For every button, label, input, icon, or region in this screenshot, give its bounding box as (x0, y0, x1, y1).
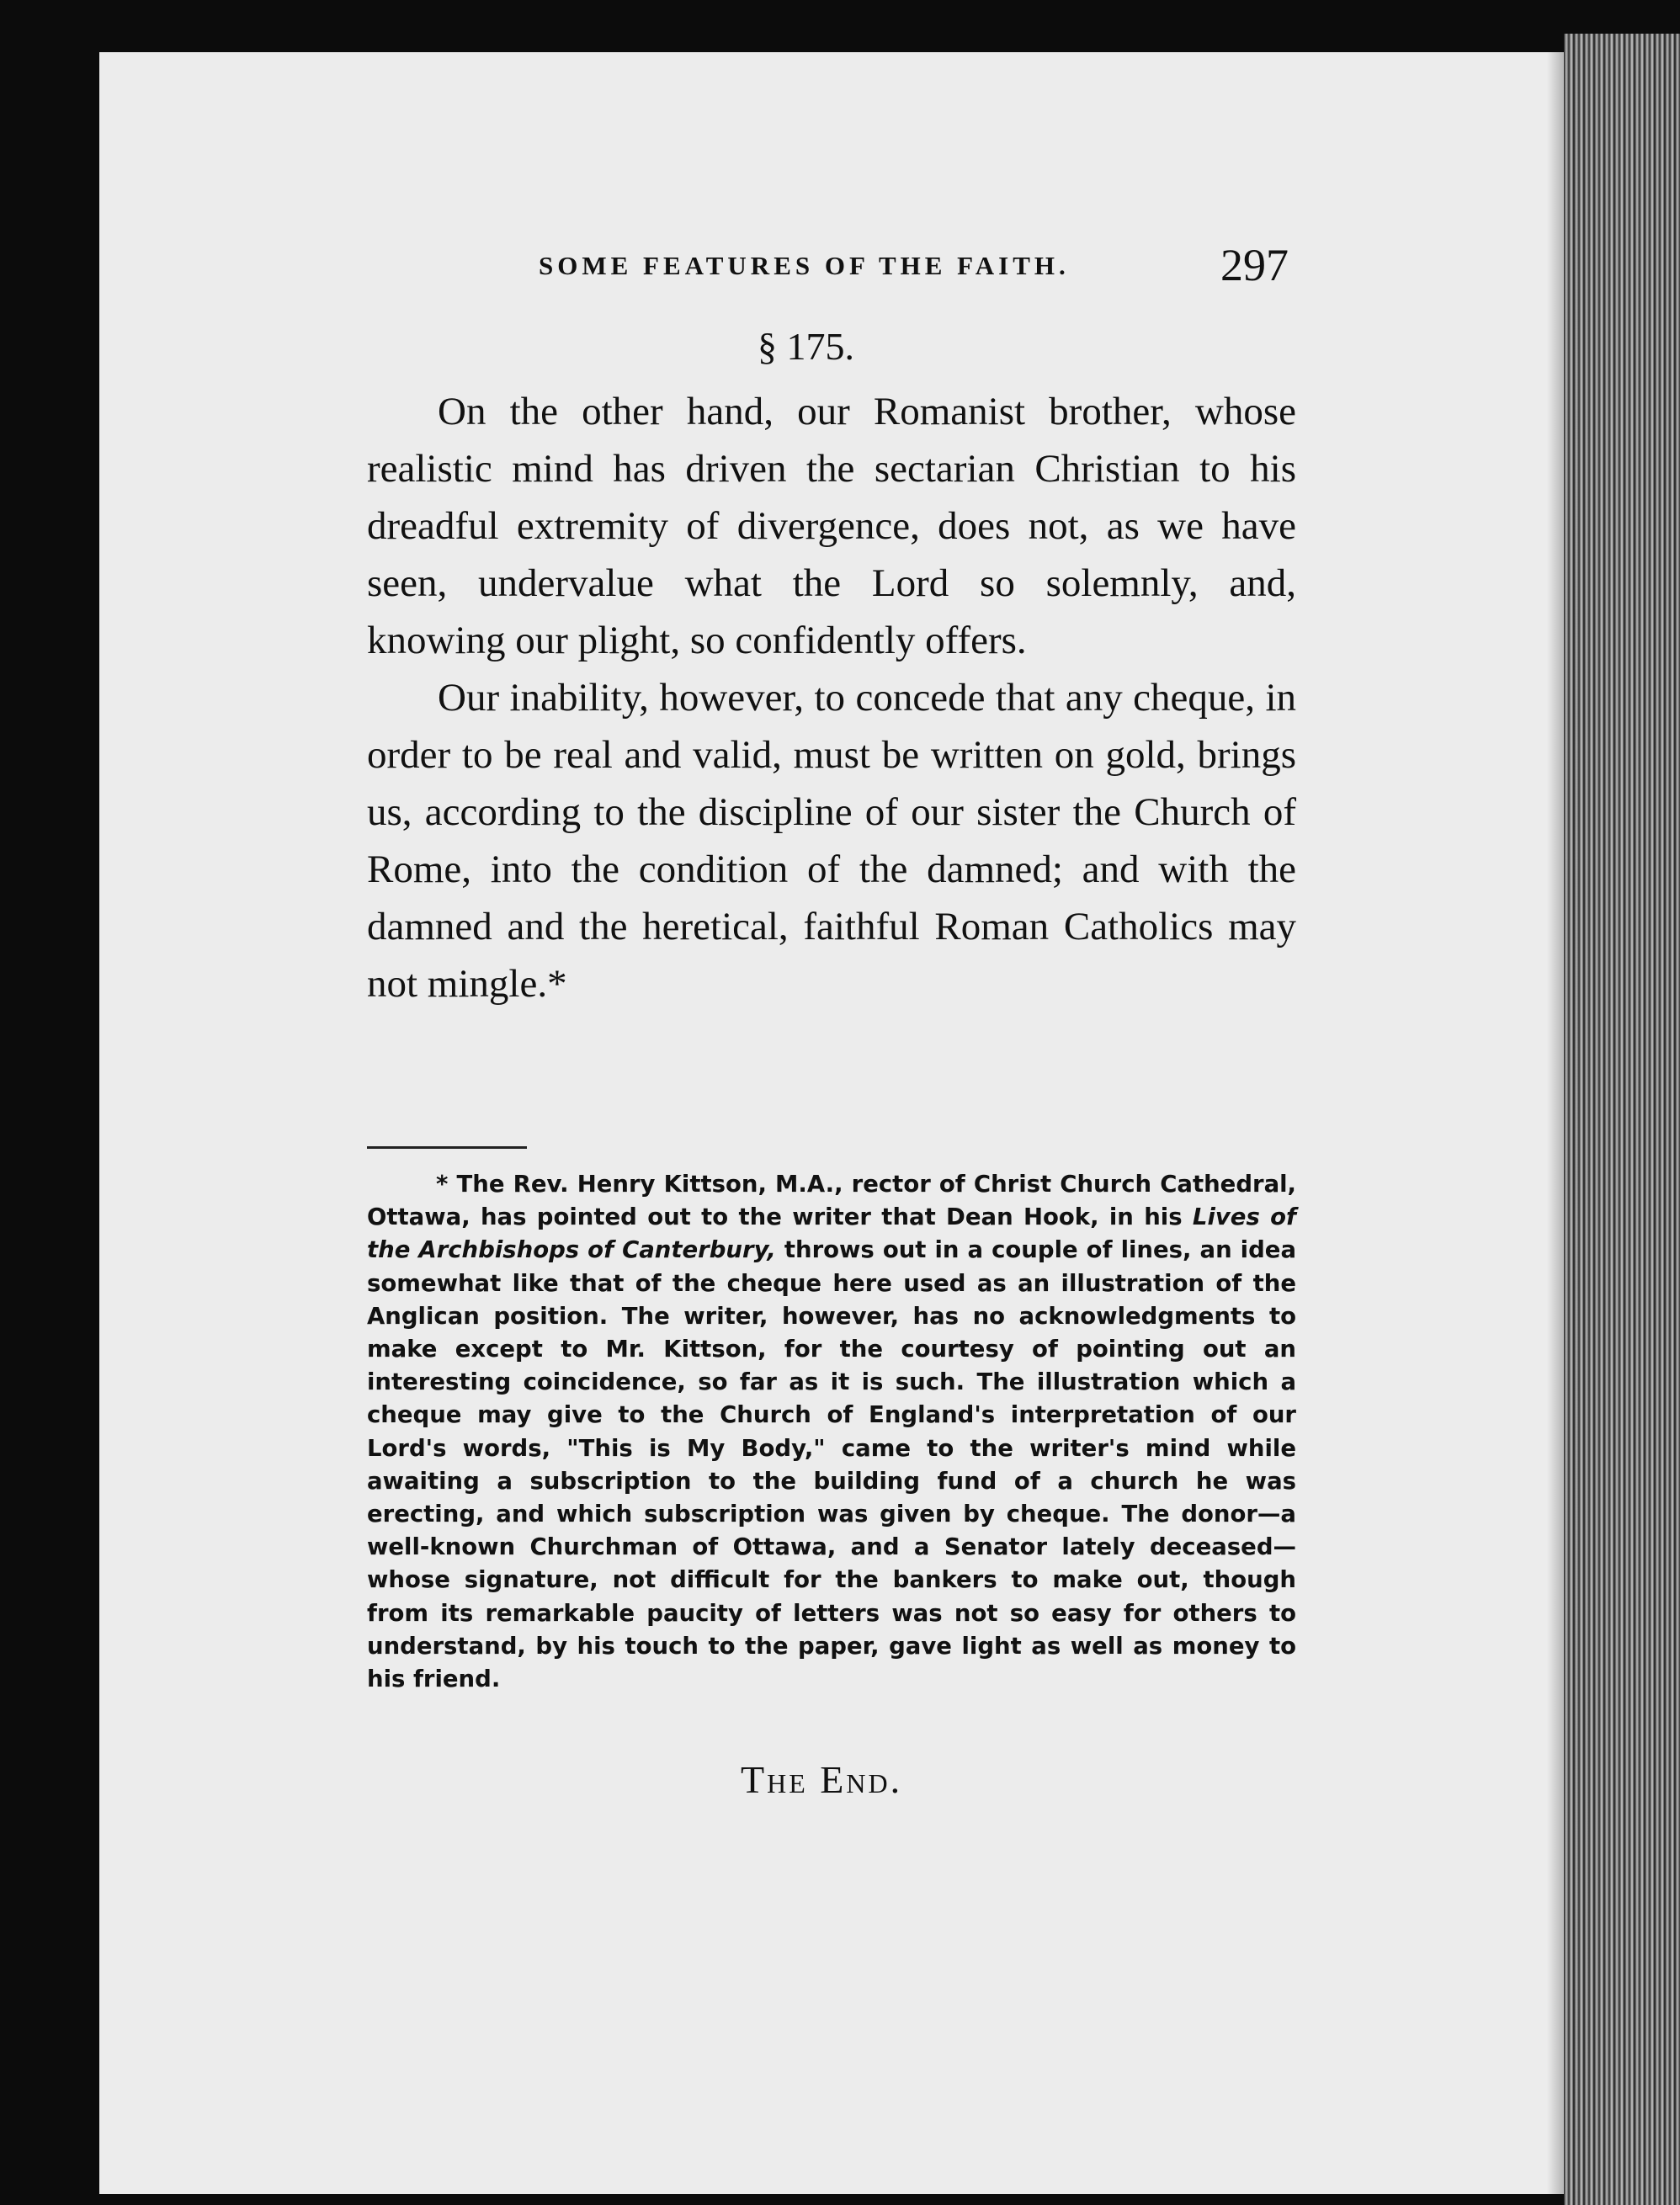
footnote-text-end: throws out in a couple of lines, an idea somewhat like that of the cheque here used as an illustration of the Anglican position. The writer, however, has no acknowledgments to make except to Mr. Kittson, for the courtesy of pointing out an interesting coincidence, so far as it is such. The illustration which a cheque may give to the Church of England's interpretation of our Lord's words, "This is My Body," came to the writer's mind while awaiting a subscription to the building fund of a church he was erecting, and which subscription was given by cheque. The donor—a well-known Churchman of Ottawa, and a Senator lately deceased—whose signature, not difficult for the bankers to make out, though from its remarkable paucity of letters was not so easy for others to understand, by his touch to the paper, gave light as well as money to his friend. (367, 1236, 1296, 1693)
footnote-rule (367, 1146, 527, 1149)
body-text (367, 383, 1296, 1012)
paragraph: On the other hand, our Romanist brother, whose realistic mind has driven the sectarian Christian to his dreadful extremity of divergence, does not, as we have seen, undervalue what the Lord so solemnly, and, knowing our plight, so confidently offers. (367, 390, 1296, 662)
running-head: SOME FEATURES OF THE FAITH. (539, 251, 1070, 280)
book-page-edges (1564, 34, 1680, 2205)
footnote-marker: * (436, 1171, 449, 1198)
footnote-book-title: Lives of the Archbishops of Canterbury, (367, 1203, 1297, 1264)
book-page (99, 52, 1564, 2194)
footnote (367, 1168, 1296, 1696)
the-end: The End. (741, 1758, 903, 1801)
footnote-text-start: The Rev. Henry Kittson, M.A., rector of Christ Church Cathedral, Ottawa, has pointed out to the writer that Dean Hook, in his (367, 1171, 1296, 1231)
paragraph: Our inability, however, to concede that any cheque, in order to be real and valid, must be written on gold, brings us, according to the discipline of our sister the Church of Rome, into the condition of the damned; and with the damned and the heretical, faithful Roman Catholics may not mingle.* (367, 676, 1296, 1006)
section-heading: § 175. (758, 325, 854, 368)
page-number: 297 (1220, 240, 1289, 290)
